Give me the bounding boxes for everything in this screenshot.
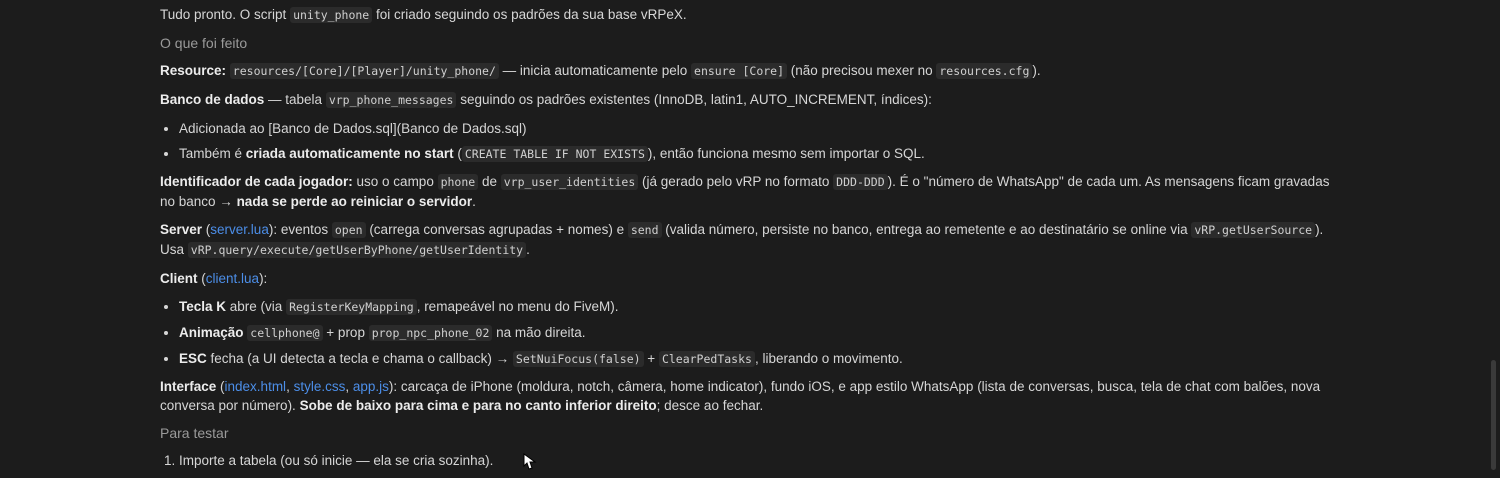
ident-text-3: (já gerado pelo vRP no formato: [638, 174, 834, 189]
index-html-link[interactable]: index.html: [224, 379, 287, 394]
li-text-3: na mão direita.: [492, 325, 586, 340]
heading-done: O que foi feito: [160, 35, 248, 51]
client-paragraph: [160, 269, 1330, 288]
li-text-3: , liberando o movimento.: [754, 351, 903, 366]
resource-paragraph: [160, 61, 1330, 81]
separator: ,: [286, 379, 294, 394]
db-paragraph: [160, 90, 1330, 110]
code-cellphone: cellphone@: [247, 325, 322, 341]
server-label: Server: [160, 222, 203, 237]
code-ensure-core: ensure [Core]: [691, 63, 787, 79]
ident-bold: nada se perde ao reiniciar o servidor: [236, 194, 473, 209]
code-resources-cfg: resources.cfg: [936, 63, 1032, 79]
code-resource-path: resources/[Core]/[Player]/unity_phone/: [230, 63, 499, 79]
interface-text: ): carcaça de iPhone (moldura, notch, câmera, home indicator), fundo iOS, e app estilo WhatsApp (lista de conversas, busca, tela de chat com balões, nova conversa por número).: [160, 379, 1321, 413]
code-table-name: vrp_phone_messages: [326, 92, 457, 108]
db-text: — tabela: [264, 92, 326, 107]
list-item: • Adicionada ao [Banco de Dados.sql](Banco de Dados.sql): [179, 119, 1330, 138]
style-css-link[interactable]: style.css: [293, 379, 346, 394]
interface-bold: Sobe de baixo para cima e para no canto inferior direito: [299, 398, 657, 413]
ident-text-4: ). É o "número de WhatsApp" de cada um. As mensagens ficam gravadas no banco →: [160, 174, 1330, 209]
li-text-2: , remapeável no menu do FiveM).: [416, 299, 619, 314]
code-clear-ped-tasks: ClearPedTasks: [659, 351, 755, 367]
client-label: Client: [160, 271, 198, 286]
li-text-2: (: [453, 146, 462, 161]
server-text-3: (valida número, persiste no banco, entrega ao remetente e ao destinatário se online via: [661, 222, 1192, 237]
test-list: [160, 451, 1330, 470]
intro-paragraph: [160, 5, 1330, 25]
server-text-5: .: [526, 242, 530, 257]
code-open: open: [332, 222, 366, 238]
client-lua-link[interactable]: client.lua: [205, 271, 260, 286]
li-text: Também é: [179, 146, 246, 161]
code-ddd: DDD-DDD: [833, 174, 887, 190]
li-text-2: +: [643, 351, 659, 366]
scrollbar[interactable]: [1491, 0, 1497, 470]
client-text: ):: [259, 271, 268, 286]
server-paren: (: [202, 222, 211, 237]
client-list: [160, 297, 1330, 369]
code-phone: phone: [438, 174, 479, 190]
code-send: send: [628, 222, 662, 238]
code-create-table: CREATE TABLE IF NOT EXISTS: [462, 146, 648, 162]
ident-text-2: de: [478, 174, 501, 189]
server-text-4: ). Usa: [160, 222, 1324, 257]
code-vrp-query: vRP.query/execute/getUserByPhone/getUserIdentity: [188, 242, 526, 258]
code-unity-phone: unity_phone: [290, 7, 372, 23]
interface-label: Interface: [160, 379, 217, 394]
li-bold: Tecla K: [179, 299, 227, 314]
resource-text-3: ).: [1032, 63, 1041, 78]
scrollbar-thumb[interactable]: [1491, 360, 1496, 470]
ident-label: Identificador de cada jogador:: [160, 174, 353, 189]
li-bold: ESC: [179, 351, 207, 366]
li-bold: Animação: [179, 325, 244, 340]
list-item: [179, 297, 1330, 317]
resource-label: Resource:: [160, 63, 227, 78]
server-paragraph: [160, 220, 1330, 260]
li-bold: criada automaticamente no start: [245, 146, 454, 161]
separator: ,: [345, 379, 353, 394]
ident-paragraph: [160, 172, 1330, 211]
list-item: [179, 144, 1330, 164]
code-prop: prop_npc_phone_02: [369, 325, 493, 341]
hand-cursor-icon: [521, 452, 551, 472]
intro-text-end: foi criado seguindo os padrões da sua base vRPeX.: [372, 7, 687, 22]
li-text: fecha (a UI detecta a tecla e chama o callback) →: [206, 351, 513, 366]
li-text: abre (via: [226, 299, 287, 314]
code-user-identities: vrp_user_identities: [501, 174, 639, 190]
server-text: ): eventos: [268, 222, 332, 237]
client-paren: (: [197, 271, 206, 286]
list-item: [179, 349, 1330, 369]
ident-text: uso o campo: [352, 174, 438, 189]
interface-text-2: ; desce ao fechar.: [656, 398, 764, 413]
code-register-key: RegisterKeyMapping: [286, 299, 417, 315]
db-text-2: seguindo os padrões existentes (InnoDB, latin1, AUTO_INCREMENT, índices):: [456, 92, 932, 107]
intro-text: Tudo pronto. O script: [160, 7, 291, 22]
interface-paragraph: [160, 377, 1330, 415]
db-label: Banco de dados: [160, 92, 265, 107]
db-list: [160, 119, 1330, 164]
interface-paren: (: [216, 379, 225, 394]
code-set-nui-focus: SetNuiFocus(false): [513, 351, 644, 367]
ident-text-5: .: [472, 194, 476, 209]
resource-text-2: (não precisou mexer no: [787, 63, 937, 78]
code-get-user-source: vRP.getUserSource: [1191, 222, 1315, 238]
li-text-2: + prop: [322, 325, 369, 340]
server-lua-link[interactable]: server.lua: [210, 222, 269, 237]
resource-text: — inicia automaticamente pelo: [498, 63, 692, 78]
list-item: 1. Importe a tabela (ou só inicie — ela se cria sozinha).: [179, 451, 1330, 470]
li-text-3: ), então funciona mesmo sem importar o SQL.: [647, 146, 925, 161]
assistant-message: [160, 5, 1330, 478]
list-item: [179, 323, 1330, 343]
heading-test: Para testar: [160, 425, 229, 441]
server-text-2: (carrega conversas agrupadas + nomes) e: [365, 222, 628, 237]
app-js-link[interactable]: app.js: [352, 379, 389, 394]
